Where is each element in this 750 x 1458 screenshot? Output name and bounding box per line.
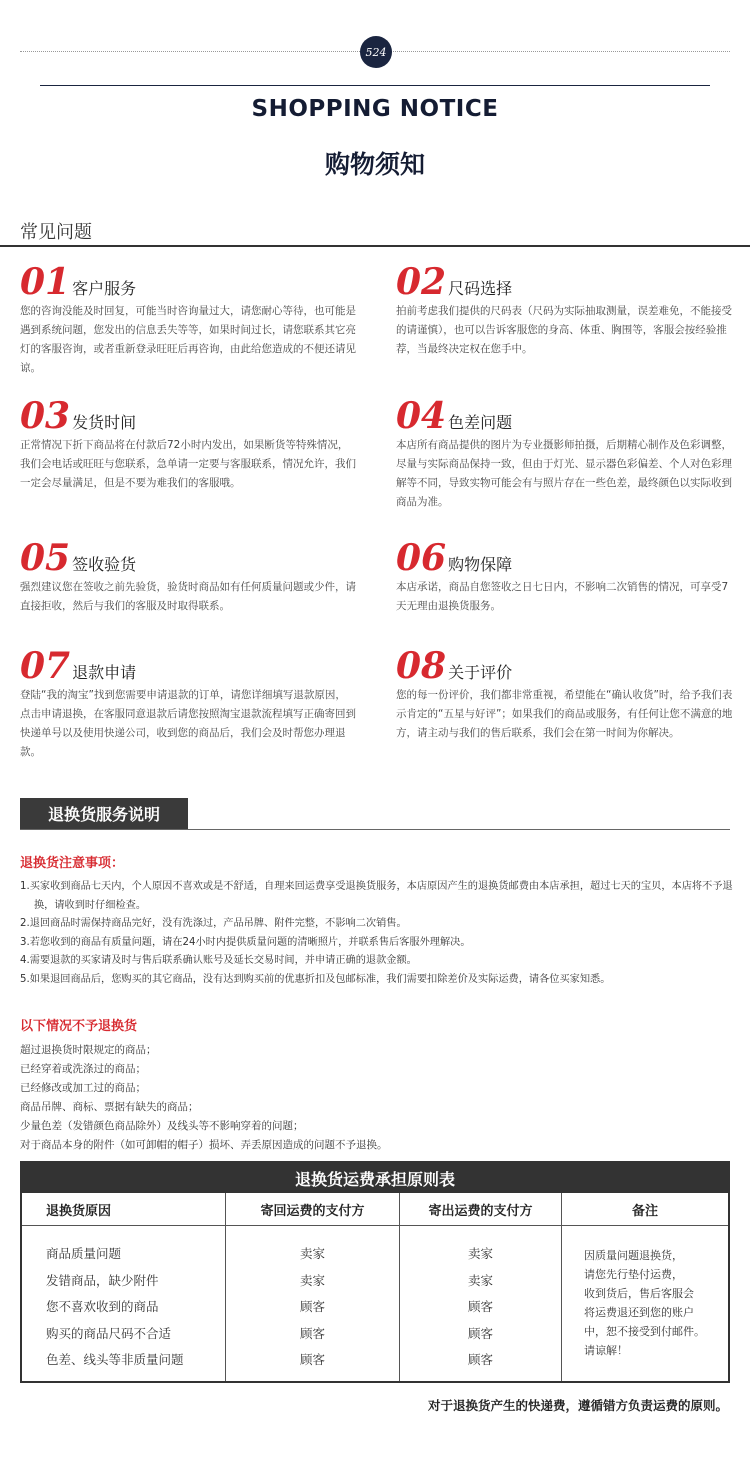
faq-item-color-difference xyxy=(396,396,736,512)
footer-note: 对于退换货产生的快递费，遵循错方负责运费的原则。 xyxy=(427,1398,728,1413)
faq-number: 02 xyxy=(396,261,447,303)
faq-item-reviews xyxy=(396,646,736,743)
faq-text: 登陆“我的淘宝”找到您需要申请退款的订单，请您详细填写退款原因，点击申请退换，在客服同意退款后请您按照淘宝退款流程填写正确寄回到快递单号以及使用快递公司，收到您的商品后，我们会及时帮您办理退款。 xyxy=(20,689,356,758)
table-cell: 顾客 xyxy=(467,1325,493,1341)
notes-heading: 退换货注意事项： xyxy=(20,856,125,871)
table-cell: 商品质量问题 xyxy=(46,1246,122,1262)
faq-item-receipt-inspection xyxy=(20,538,356,616)
faq-label: 购物保障 xyxy=(448,555,513,574)
list-item: 对于商品本身的附件（如可卸帽的帽子）损坏、弄丢原因造成的问题不予退换。 xyxy=(20,1139,388,1151)
table-cell: 色差、线头等非质量问题 xyxy=(46,1352,184,1368)
remark-line: 因质量问题退换货， xyxy=(584,1249,683,1262)
faq-label: 签收验货 xyxy=(72,555,137,574)
faq-label: 关于评价 xyxy=(448,663,513,682)
faq-number: 05 xyxy=(20,537,71,579)
faq-item-shipping-time xyxy=(20,396,356,493)
no-return-heading: 以下情况不予退换货 xyxy=(20,1019,138,1034)
service-banner: 退换货服务说明 xyxy=(20,798,188,829)
remark-line: 收到货后，售后客服会 xyxy=(584,1287,694,1300)
table-cell: 发错商品，缺少附件 xyxy=(46,1272,159,1288)
send-payer-column xyxy=(400,1226,562,1381)
faq-text: 本店承诺，商品自您签收之日七日内，不影响二次销售的情况，可享受7天无理由退换货服务。 xyxy=(396,581,729,612)
list-item: 5.如果退回商品后，您购买的其它商品，没有达到购买前的优惠折扣及包邮标准，我们需要扣除差价及实际运费，请各位买家知悉。 xyxy=(20,973,611,985)
table-cell: 顾客 xyxy=(299,1325,325,1341)
shipping-fee-table xyxy=(20,1161,730,1383)
column-header: 寄回运费的支付方 xyxy=(226,1193,400,1226)
remark-column xyxy=(562,1226,728,1381)
no-return-list xyxy=(20,1041,730,1155)
page-title-en: SHOPPING NOTICE xyxy=(251,96,499,122)
list-item: 2.退回商品时需保持商品完好，没有洗涤过，产品吊牌、附件完整，不影响二次销售。 xyxy=(20,918,407,930)
faq-label: 发货时间 xyxy=(72,413,137,432)
table-cell: 顾客 xyxy=(467,1352,493,1368)
faq-number: 01 xyxy=(20,261,71,303)
table-cell: 顾客 xyxy=(299,1299,325,1315)
list-item: 已经修改或加工过的商品； xyxy=(20,1082,146,1094)
remark-line: 中，恕不接受到付邮件。 xyxy=(584,1325,705,1338)
faq-number: 06 xyxy=(396,537,447,579)
header-rule xyxy=(40,85,710,86)
table-cell: 卖家 xyxy=(299,1272,325,1288)
faq-label: 退款申请 xyxy=(72,663,137,682)
faq-label: 色差问题 xyxy=(448,413,513,432)
faq-text: 正常情况下折下商品将在付款后72小时内发出，如果断货等特殊情况，我们会电话或旺旺与您联系，急单请一定要与客服联系，情况允许，我们一定会尽量满足，但是不要为难我们的客服哦。 xyxy=(20,439,356,489)
faq-text: 您的每一份评价，我们都非常重视，希望能在“确认收货”时，给予我们表示肯定的“五星与好评”；如果我们的商品或服务，有任何让您不满意的地方，请主动与我们的售后联系，我们会在第一时间为你解决。 xyxy=(396,689,733,739)
list-item: 3.若您收到的商品有质量问题，请在24小时内提供质量问题的清晰照片，并联系售后客服外理解决。 xyxy=(20,936,471,948)
faq-number: 04 xyxy=(396,395,447,437)
faq-number: 08 xyxy=(396,645,447,687)
column-header: 退换货原因 xyxy=(22,1193,226,1226)
logo-badge: 524 xyxy=(360,36,392,68)
faq-divider xyxy=(0,245,750,247)
faq-text: 您的咨询没能及时回复，可能当时咨询量过大，请您耐心等待，也可能是遇到系统问题，您发出的信息丢失等等，如果时间过长，请您联系其它亮灯的客服咨询，或者重新登录旺旺后再咨询，由此给您造成的不便还请见谅。 xyxy=(20,305,356,374)
list-item: 少量色差（发错颜色商品除外）及线头等不影响穿着的问题； xyxy=(20,1120,304,1132)
faq-item-shopping-guarantee xyxy=(396,538,736,616)
list-item: 超过退换货时限规定的商品； xyxy=(20,1044,157,1056)
faq-item-customer-service xyxy=(20,262,356,378)
remark-line: 将运费退还到您的账户 xyxy=(584,1306,694,1319)
table-cell: 您不喜欢收到的商品 xyxy=(46,1299,159,1315)
faq-item-refund-request xyxy=(20,646,356,762)
faq-label: 尺码选择 xyxy=(448,279,513,298)
return-payer-column xyxy=(226,1226,400,1381)
column-header: 寄出运费的支付方 xyxy=(400,1193,562,1226)
table-cell: 卖家 xyxy=(467,1246,493,1262)
table-cell: 顾客 xyxy=(299,1352,325,1368)
header-decoration xyxy=(20,36,730,66)
page-title-cn: 购物须知 xyxy=(324,150,425,179)
faq-text: 强烈建议您在签收之前先验货，验货时商品如有任何质量问题或少件，请直接拒收，然后与我们的客服及时取得联系。 xyxy=(20,581,356,612)
list-item: 1.买家收到商品七天内，个人原因不喜欢或是不舒适，自理来回运费享受退换货服务，本店原因产生的退换货邮费由本店承担，超过七天的宝贝，本店将不予退换，请收到时仔细检查。 xyxy=(20,881,733,911)
reason-column xyxy=(22,1226,226,1381)
list-item: 商品吊牌、商标、票据有缺失的商品； xyxy=(20,1101,199,1113)
remark-line: 请您先行垫付运费， xyxy=(584,1268,683,1281)
column-header: 备注 xyxy=(562,1193,728,1226)
table-cell: 购买的商品尺码不合适 xyxy=(46,1325,172,1341)
service-divider xyxy=(20,829,730,830)
faq-label: 客户服务 xyxy=(72,279,137,298)
faq-heading: 常见问题 xyxy=(20,222,92,243)
list-item: 4.需要退款的买家请及时与售后联系确认账号及延长交易时间，并申请正确的退款金额。 xyxy=(20,955,417,967)
table-cell: 卖家 xyxy=(467,1272,493,1288)
faq-text: 拍前考虑我们提供的尺码表（尺码为实际抽取测量，误差难免，不能接受的请谨慎），也可以告诉客服您的身高、体重、胸围等，客服会按经验推荐，当最终决定权在您手中。 xyxy=(396,305,732,355)
faq-text: 本店所有商品提供的图片为专业摄影师拍摄，后期精心制作及色彩调整，尽量与实际商品保持一致，但由于灯光、显示器色彩偏差、个人对色彩理解等不同，导致实物可能会有与照片存在一些色差，最终颜色以实际收到商品为准。 xyxy=(396,439,732,508)
notes-list xyxy=(20,878,735,990)
table-title: 退换货运费承担原则表 xyxy=(22,1163,728,1193)
table-cell: 卖家 xyxy=(299,1246,325,1262)
faq-number: 03 xyxy=(20,395,71,437)
list-item: 已经穿着或洗涤过的商品； xyxy=(20,1063,146,1075)
remark-line: 请谅解！ xyxy=(584,1344,628,1357)
table-cell: 顾客 xyxy=(467,1299,493,1315)
faq-number: 07 xyxy=(20,645,71,687)
faq-item-size-selection xyxy=(396,262,736,359)
